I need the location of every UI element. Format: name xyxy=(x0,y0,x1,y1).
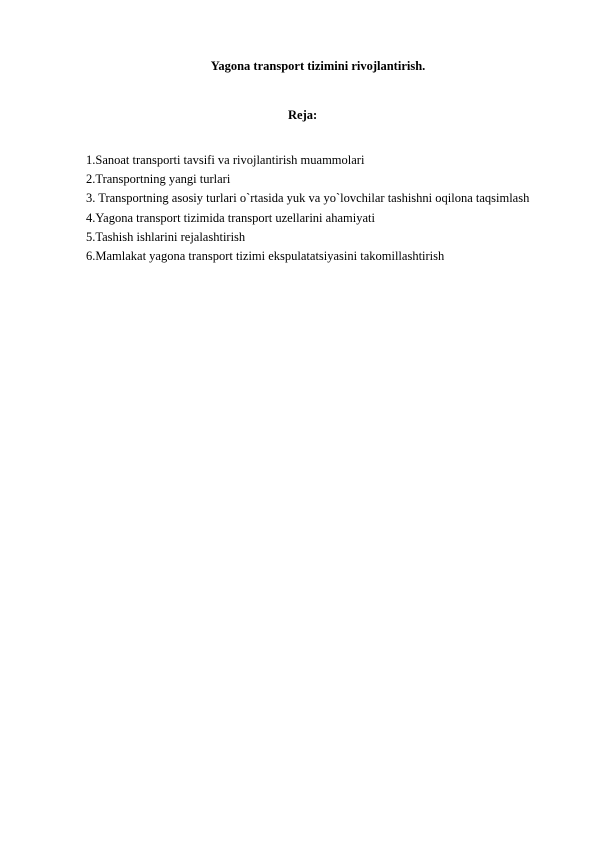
plan-item-6: 6.Mamlakat yagona transport tizimi ekspulatatsiyasini takomillashtirish xyxy=(86,249,445,264)
plan-list xyxy=(86,151,538,266)
plan-item-4: 4.Yagona transport tizimida transport uzellarini ahamiyati xyxy=(86,210,375,225)
plan-item-1: 1.Sanoat transporti tavsifi va rivojlantirish muammolari xyxy=(86,153,365,167)
plan-item-3: 3. Transportning asosiy turlari o`rtasida yuk va yo`lovchilar tashishni oqilona taqsimlash xyxy=(86,191,530,206)
plan-item-2: 2.Transportning yangi turlari xyxy=(86,172,231,187)
plan-item-5: 5.Tashish ishlarini rejalashtirish xyxy=(86,229,246,244)
document-title: Yagona transport tizimini rivojlantirish. xyxy=(210,59,426,73)
document-subtitle: Reja: xyxy=(288,108,318,122)
